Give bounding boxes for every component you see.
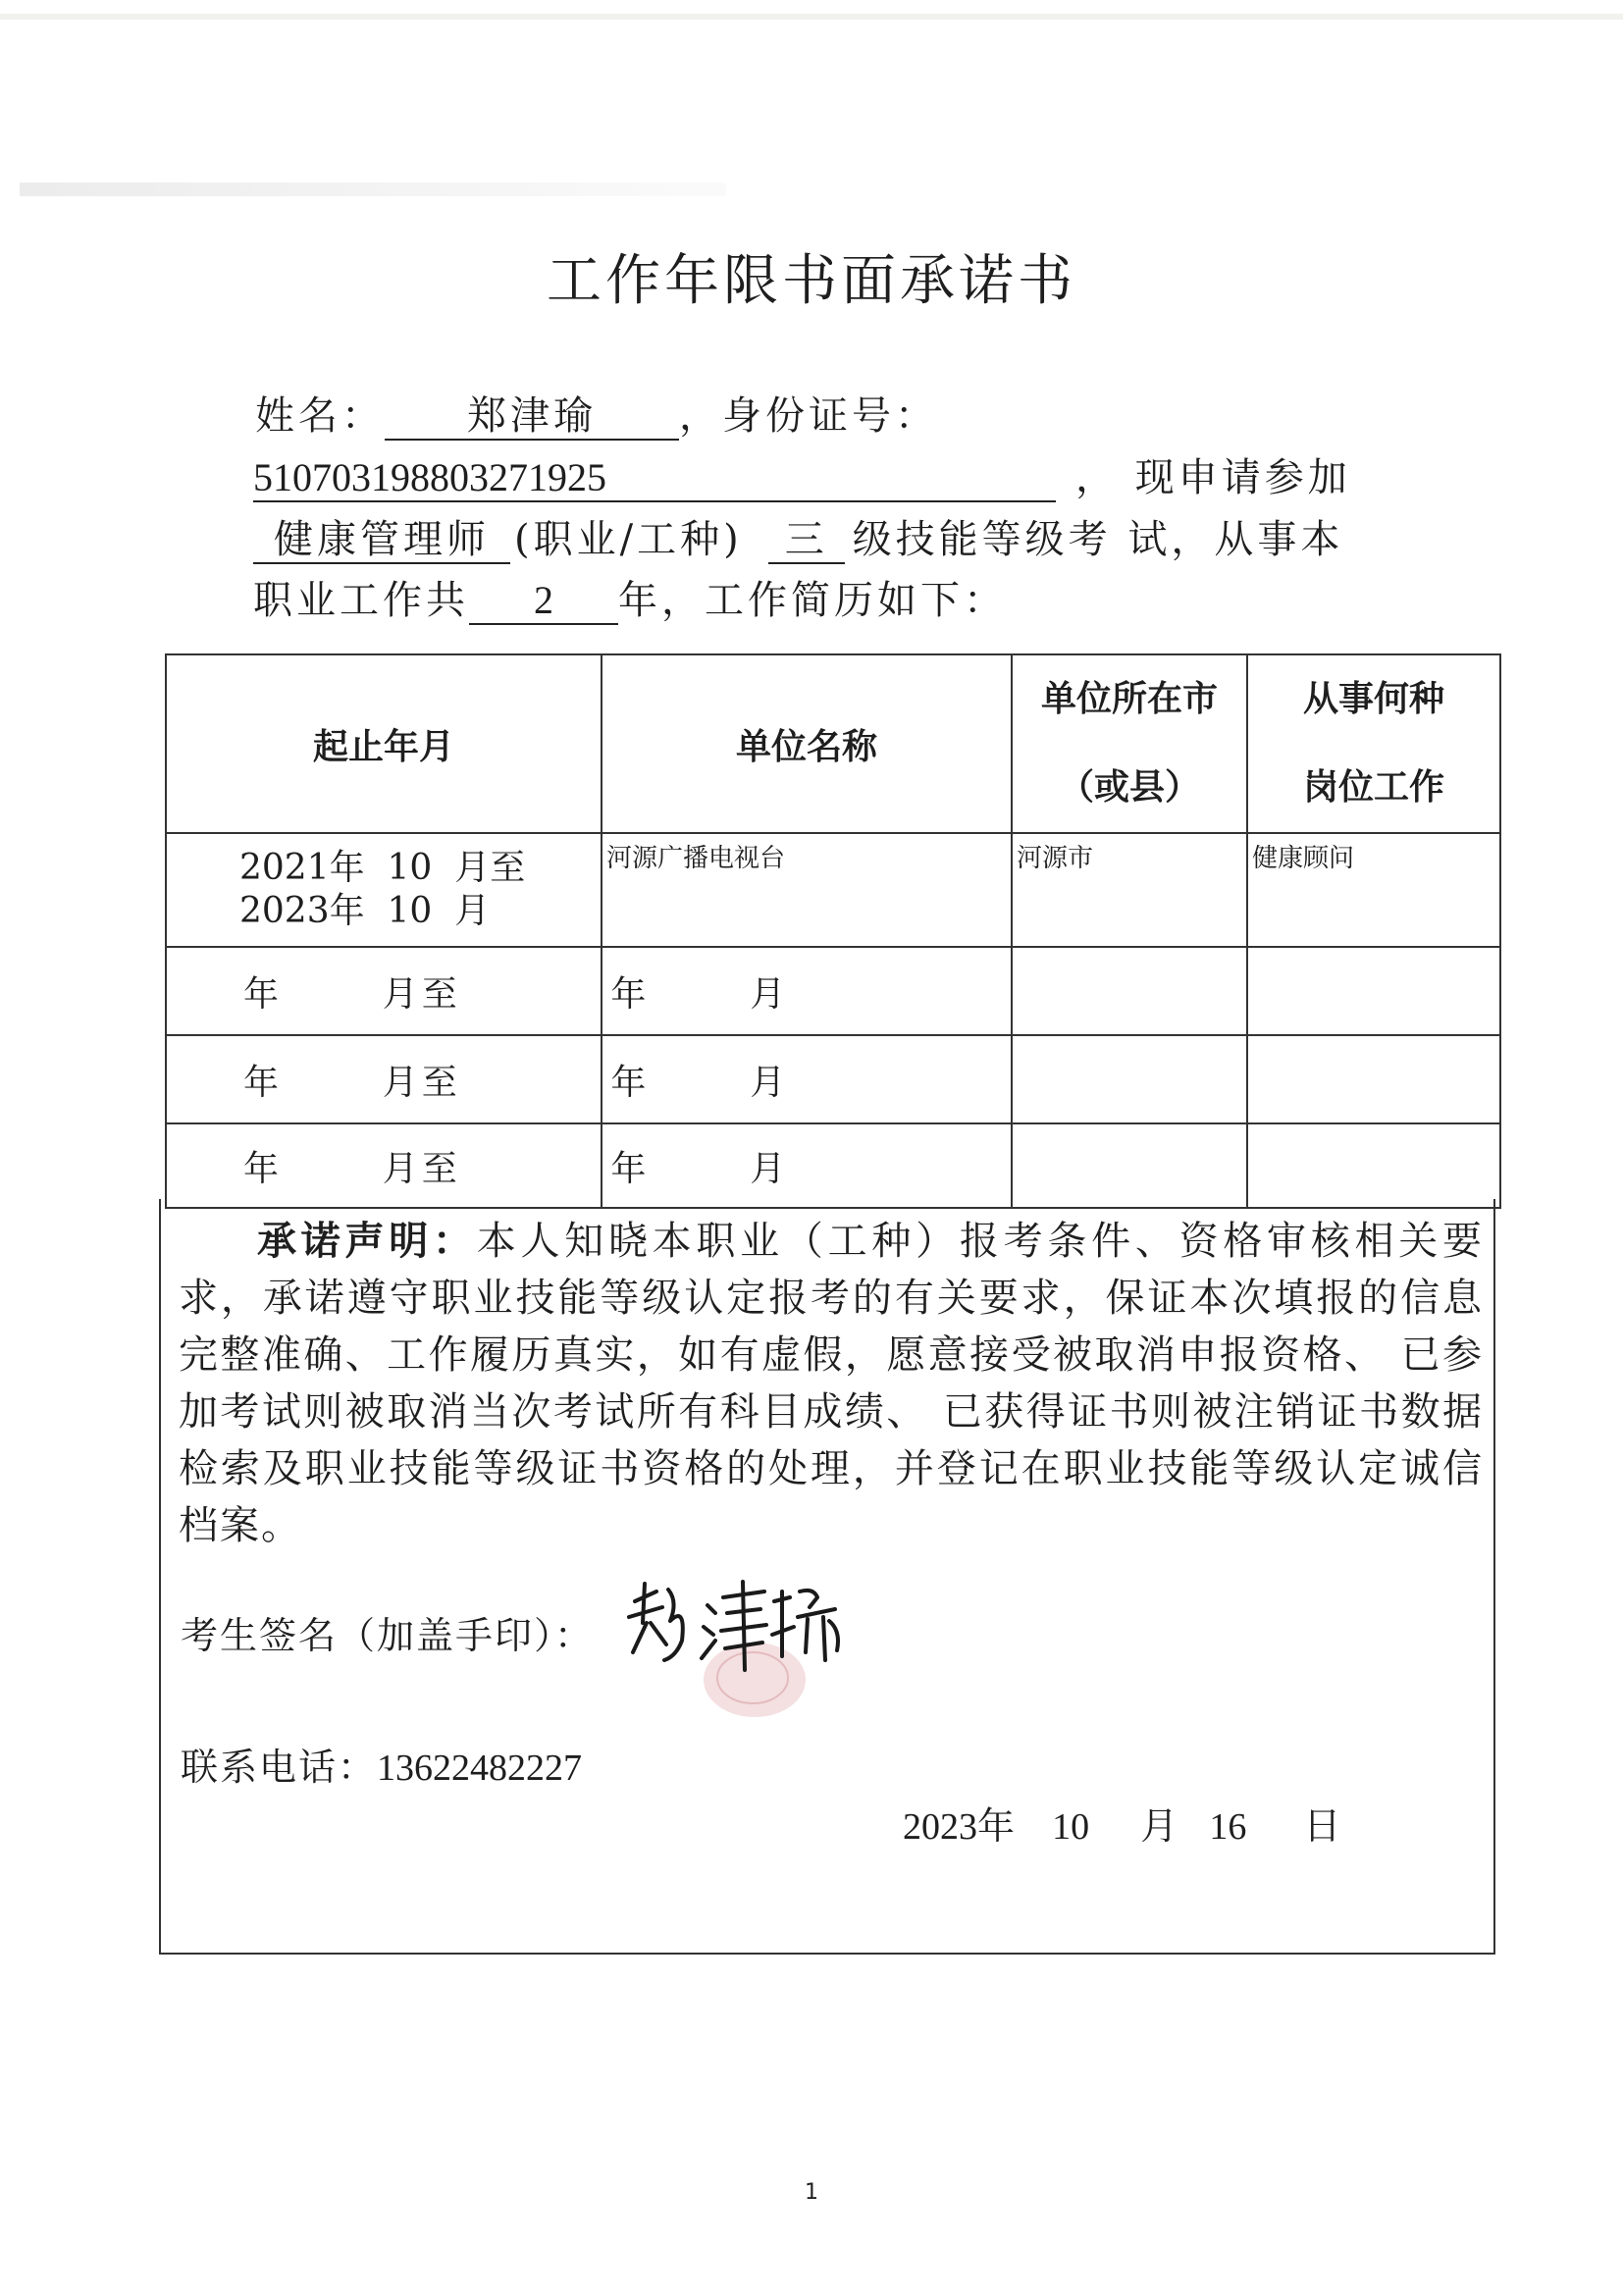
sign-date — [903, 1796, 1340, 1850]
occupation-field: 健康管理师 — [253, 517, 510, 564]
city-cell — [1012, 947, 1247, 1035]
header-city-line2: （或县） — [1058, 767, 1200, 808]
sign-year: 2023 — [903, 1806, 977, 1848]
sign-month: 10 — [1052, 1806, 1090, 1848]
position-cell — [1247, 1035, 1500, 1123]
phone-number: 13622482227 — [377, 1748, 583, 1789]
position-cell — [1247, 1123, 1500, 1208]
sign-day: 16 — [1209, 1806, 1247, 1848]
id-number-field: 510703198803271925 — [253, 455, 1056, 502]
table-row — [166, 1123, 1500, 1208]
period-cell: 年 月至 年 月 — [166, 1123, 602, 1208]
sign-year-suffix: 年 — [977, 1804, 1016, 1848]
table-header-row — [166, 654, 1500, 833]
period-cell: 年 月至 年 月 — [166, 1035, 602, 1123]
sign-month-suffix: 月 — [1140, 1804, 1178, 1848]
phone-label: 联系电话： — [181, 1746, 378, 1789]
header-period: 起止年月 — [166, 654, 602, 833]
handwritten-signature-image — [617, 1562, 853, 1729]
sign-day-suffix: 日 — [1303, 1804, 1341, 1848]
header-position-line2: 岗位工作 — [1302, 767, 1444, 808]
phone-line — [181, 1737, 582, 1791]
years-line — [253, 569, 1007, 625]
declaration-text — [179, 1213, 1484, 1554]
declaration-body: 本人知晓本职业（工种）报考条件、资格审核相关要求，承诺遵守职业技能等级认定报考的有关要求，保证本次填报的信息完整准确、工作履历真实，如有虚假，愿意接受被取消申报资格、 已参加考试则被取消当次考试所有科目成绩、 已获得证书则被注销证书数据检索及职业技能等级证书资格的处理，并登记在职业技能等级认定诚信档案。 — [179, 1219, 1485, 1548]
fingerprint-stamp — [704, 1643, 806, 1717]
period-cell — [166, 833, 602, 947]
header-unit: 单位名称 — [602, 654, 1012, 833]
name-label: 姓名： — [255, 393, 385, 439]
table-row — [166, 833, 1500, 947]
occupation-suffix: (职业/工种) — [514, 517, 743, 562]
declaration-heading: 承诺声明： — [257, 1219, 477, 1264]
years-prefix: 职业工作共 — [253, 578, 469, 623]
city-cell — [1012, 1123, 1247, 1208]
document-title: 工作年限书面承诺书 — [547, 249, 1076, 313]
work-history-table — [165, 653, 1501, 1209]
period-line2: 2023年 10 月 — [239, 891, 491, 931]
unit-cell: 河源广播电视台 — [602, 833, 1012, 947]
position-cell: 健康顾问 — [1247, 833, 1500, 947]
occupation-line — [253, 508, 1343, 564]
declaration-box — [159, 1199, 1495, 1955]
name-line — [255, 385, 938, 441]
header-city-line1: 单位所在市 — [1040, 679, 1218, 719]
page-number: 1 — [805, 2180, 818, 2205]
header-position-line1: 从事何种 — [1302, 679, 1444, 719]
period-line1: 2021年 10 月至 — [239, 848, 526, 888]
name-field: 郑津瑜 — [385, 393, 679, 441]
id-line — [253, 446, 1351, 502]
scan-artifact — [20, 183, 726, 196]
header-city — [1012, 654, 1247, 833]
signature-label: 考生签名（加盖手印）： — [181, 1614, 595, 1657]
level-field: 三 — [768, 517, 845, 564]
table-row — [166, 947, 1500, 1035]
table-row — [166, 1035, 1500, 1123]
level-suffix: 级技能等级考 试，从事本 — [852, 517, 1344, 562]
years-field: 2 — [469, 578, 618, 625]
city-cell — [1012, 1035, 1247, 1123]
city-cell: 河源市 — [1012, 833, 1247, 947]
id-label: ，身份证号： — [679, 393, 938, 439]
years-suffix: 年，工作简历如下： — [618, 578, 1007, 623]
header-position — [1247, 654, 1500, 833]
period-cell: 年 月至 年 月 — [166, 947, 602, 1035]
apply-text: ， 现申请参加 — [1075, 455, 1351, 500]
position-cell — [1247, 947, 1500, 1035]
scan-edge — [0, 14, 1623, 20]
